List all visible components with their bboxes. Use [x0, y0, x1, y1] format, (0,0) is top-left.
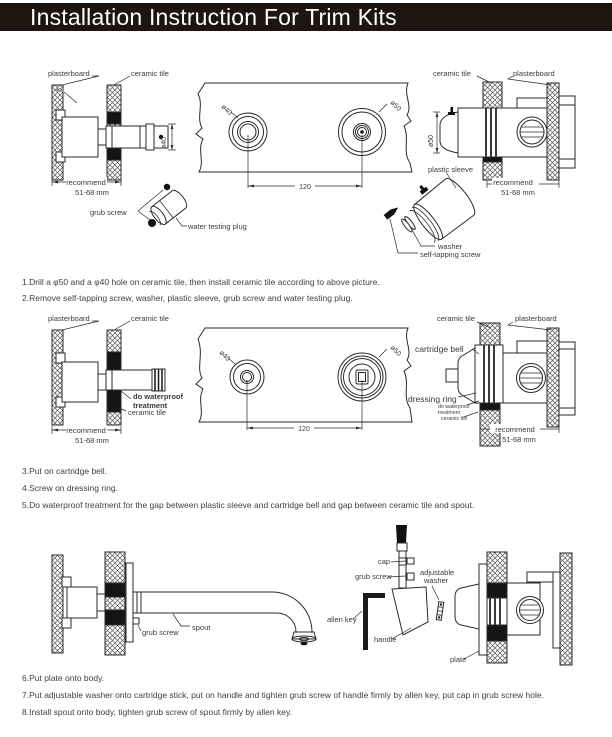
label2-ceramic-tile-left2: ceramic tile — [128, 408, 166, 417]
label3-adjustable-2: washer — [424, 576, 449, 585]
label2-dressing-ring: dressing ring — [408, 394, 457, 404]
label3-handle: handle — [374, 635, 397, 644]
label2-waterproof-r1: do waterproof — [438, 404, 470, 410]
label2-range-right: 51-68 mm — [502, 435, 536, 444]
label-range-right: 51-68 mm — [501, 188, 535, 197]
label3-spout: spout — [192, 623, 211, 632]
section3-drawing — [0, 518, 612, 670]
label3-cap: cap — [378, 557, 391, 566]
dim2-dia50-panel: ø50 — [388, 344, 403, 358]
label-self-tapping-screw: self-tapping screw — [420, 250, 481, 259]
label3-adjustable-1: adjustable — [420, 568, 455, 577]
dim-dia50-panel: ø50 — [388, 99, 403, 113]
label-recommend-left: recommend — [66, 178, 106, 187]
label3-grub-screw-spout: grub screw — [142, 628, 179, 637]
label2-waterproof-l2: treatment — [133, 401, 168, 410]
label-range-left: 51-68 mm — [75, 188, 109, 197]
instruction-step-3: 3.Put on cartridge bell. — [22, 466, 108, 476]
section2-drawing — [0, 308, 612, 458]
grub-screw-plug-parts — [138, 184, 189, 227]
instruction-step-7: 7.Put adjustable washer onto cartridge stick, put on handle and tighten grub screw of handle firmly by allen key, put cap in grub screw hole. — [22, 690, 544, 700]
label3-allen-key: allen key — [327, 615, 357, 624]
tile-panel2 — [196, 328, 412, 432]
instruction-step-2: 2.Remove self-tapping screw, washer, plastic sleeve, grub screw and water testing plug. — [22, 293, 353, 303]
plastic-sleeve-parts — [384, 167, 480, 253]
label-plasterboard-right: plasterboard — [513, 69, 555, 78]
label-water-testing-plug: water testing plug — [188, 222, 247, 231]
title-bar — [0, 3, 612, 31]
label3-grub-screw-handle: grub screw — [355, 572, 392, 581]
label2-plasterboard-left: plasterboard — [48, 314, 90, 323]
label-ceramic-tile-right: ceramic tile — [433, 69, 471, 78]
dim-dia40-panel: ø40 — [219, 103, 234, 117]
label2-ceramic-tile-left: ceramic tile — [131, 314, 169, 323]
left-wall-assembly — [52, 76, 176, 186]
dim-dia40-side: ø40 — [161, 136, 168, 149]
instruction-step-8: 8.Install spout onto body, tighten grub screw of spout firmly by allen key. — [22, 707, 292, 717]
diagram-step1 — [0, 55, 612, 273]
diagram-step3 — [0, 518, 612, 670]
label2-ceramic-tile-right2: ceramic tile — [441, 416, 468, 422]
label-plasterboard-left: plasterboard — [48, 69, 90, 78]
label-plastic-sleeve: plastic sleeve — [428, 165, 474, 174]
label2-waterproof-l1: do waterproof — [133, 392, 183, 401]
label2-recommend-right: recommend — [495, 425, 535, 434]
dim-dia50-side: ø50 — [428, 134, 435, 147]
label-ceramic-tile-left: ceramic tile — [131, 69, 169, 78]
label2-ceramic-tile-right: ceramic tile — [437, 314, 475, 323]
instruction-step-5: 5.Do waterproof treatment for the gap between plastic sleeve and cartridge bell and gap between ceramic tile and spout. — [22, 500, 475, 510]
label2-cartridge-bell: cartridge bell — [415, 344, 464, 354]
label-grub-screw: grub screw — [90, 208, 127, 217]
label2-range-left: 51-68 mm — [75, 436, 109, 445]
diagram-step2 — [0, 308, 612, 458]
label-recommend-right: recommend — [493, 178, 533, 187]
right-wall-assembly3 — [455, 552, 572, 665]
label-washer: washer — [438, 242, 463, 251]
label3-plate: plate — [450, 655, 467, 664]
dim-spacing: 120 — [299, 184, 311, 191]
dim2-spacing: 120 — [298, 426, 310, 433]
spout-assembly — [52, 552, 316, 655]
tile-panel — [196, 83, 412, 190]
label2-plasterboard-right: plasterboard — [515, 314, 557, 323]
label2-waterproof-r2: treatment — [438, 410, 460, 416]
instruction-step-4: 4.Screw on dressing ring. — [22, 483, 118, 493]
label2-recommend-left: recommend — [66, 426, 106, 435]
dim2-dia40-panel: ø40 — [217, 349, 232, 363]
section1-drawing — [0, 55, 612, 273]
left-wall-assembly2 — [52, 321, 165, 434]
instruction-step-1: 1.Drill a φ50 and a φ40 hole on ceramic tile, then install ceramic tile according to above picture. — [22, 277, 380, 287]
instruction-step-6: 6.Put plate onto body. — [22, 673, 105, 683]
page-title: Installation Instruction For Trim Kits — [30, 4, 397, 30]
